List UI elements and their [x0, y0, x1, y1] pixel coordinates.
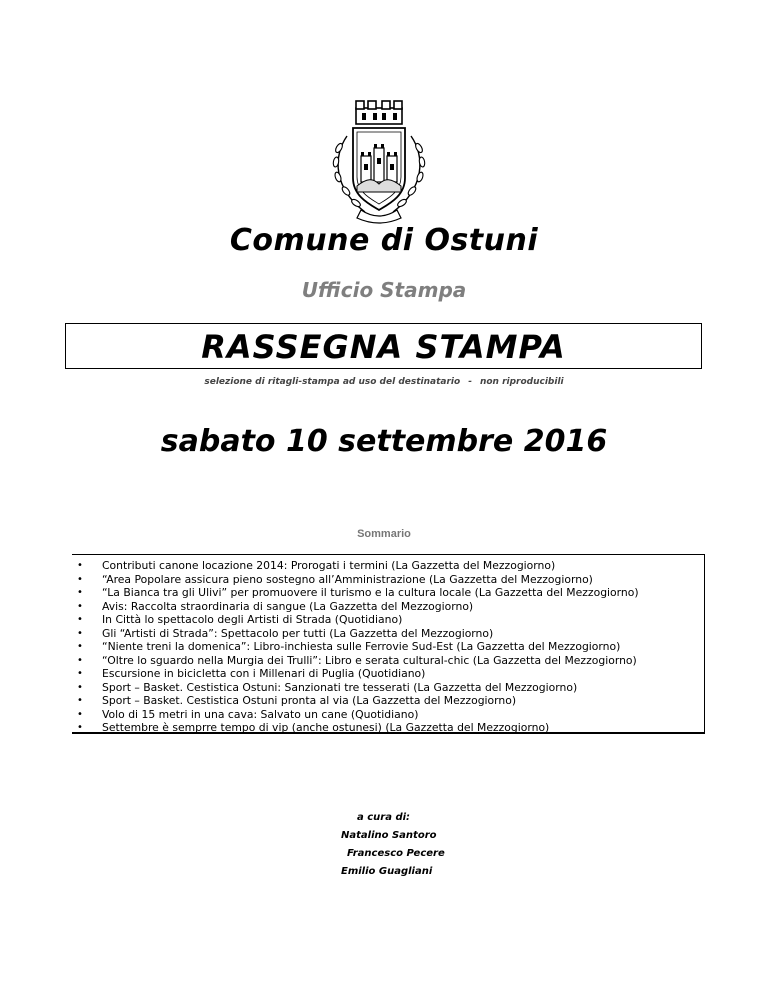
list-item-text: Sport – Basket. Cestistica Ostuni: Sanzionati tre tesserati (La Gazzetta del Mezzogiorno)	[102, 680, 578, 694]
bullet-icon: •	[77, 573, 83, 585]
bullet-icon: •	[77, 587, 83, 598]
list-item-text: Contributi canone locazione 2014: Prorogati i termini (La Gazzetta del Mezzogiorno)	[102, 559, 556, 572]
bullet-icon: •	[77, 668, 83, 679]
list-item	[72, 708, 704, 722]
issue-date: sabato 10 settembre 2016	[160, 424, 608, 459]
list-item	[72, 573, 704, 587]
bullet-icon: •	[77, 722, 83, 733]
bullet-icon: •	[77, 641, 83, 652]
curator-name: Emilio Guagliani	[341, 866, 433, 877]
list-item	[72, 654, 704, 668]
bullet-icon: •	[77, 600, 83, 612]
list-item	[72, 640, 704, 654]
list-item	[72, 694, 704, 708]
bullet-icon: •	[77, 681, 83, 693]
list-item	[72, 681, 704, 695]
list-item-text: In Città lo spettacolo degli Artisti di Strada (Quotidiano)	[102, 613, 403, 626]
list-item-text: Gli “Artisti di Strada”: Spettacolo per tutti (La Gazzetta del Mezzogiorno)	[102, 626, 494, 640]
list-item	[72, 613, 704, 627]
list-item	[72, 586, 704, 600]
list-item-text: Volo di 15 metri in una cava: Salvato un cane (Quotidiano)	[102, 707, 419, 721]
curator-name: Francesco Pecere	[347, 848, 445, 859]
curators-label: a cura di:	[357, 812, 411, 823]
list-item	[72, 559, 704, 573]
list-item	[72, 600, 704, 614]
page-subtitle: Ufficio Stampa	[301, 278, 467, 302]
disclaimer-separator: -	[468, 377, 472, 387]
list-item	[72, 667, 704, 681]
list-item-text: “Area Popolare assicura pieno sostegno all’Amministrazione (La Gazzetta del Mezzogiorno)	[102, 572, 593, 586]
bullet-icon: •	[77, 695, 83, 706]
disclaimer	[0, 377, 768, 387]
sommario-list	[72, 554, 705, 734]
page-title: Comune di Ostuni	[229, 223, 539, 258]
sommario-label: Sommario	[357, 528, 411, 540]
list-item-text: “La Bianca tra gli Ulivi” per promuovere il turismo e la cultura locale (La Gazzetta del Mezzogiorno)	[102, 586, 639, 599]
banner-box	[65, 323, 702, 369]
list-item-text: Settembre è semprre tempo di vip (anche ostunesi) (La Gazzetta del Mezzogiorno)	[102, 721, 550, 734]
list-item-text: “Oltre lo sguardo nella Murgia dei Trulli”: Libro e serata cultural-chic (La Gazzetta del Mezzogiorno)	[102, 653, 637, 667]
list-item-text: Escursione in bicicletta con i Millenari di Puglia (Quotidiano)	[102, 667, 426, 680]
disclaimer-right: non riproducibili	[479, 377, 564, 387]
city-crest-icon	[327, 96, 431, 231]
list-item-text: Avis: Raccolta straordinaria di sangue (La Gazzetta del Mezzogiorno)	[102, 599, 474, 613]
disclaimer-left: selezione di ritagli-stampa ad uso del destinatario	[204, 377, 461, 387]
list-item	[72, 627, 704, 641]
curator-name: Natalino Santoro	[341, 830, 437, 841]
bullet-icon: •	[77, 560, 83, 571]
list-item-text: Sport – Basket. Cestistica Ostuni pronta al via (La Gazzetta del Mezzogiorno)	[102, 694, 517, 707]
list-item	[72, 721, 704, 735]
bullet-icon: •	[77, 614, 83, 625]
bullet-icon: •	[77, 627, 83, 639]
banner-title: RASSEGNA STAMPA	[201, 328, 566, 366]
list-item-text: “Niente treni la domenica”: Libro-inchiesta sulle Ferrovie Sud-Est (La Gazzetta del Mezzogiorno)	[102, 640, 621, 653]
bullet-icon: •	[77, 708, 83, 720]
bullet-icon: •	[77, 654, 83, 666]
